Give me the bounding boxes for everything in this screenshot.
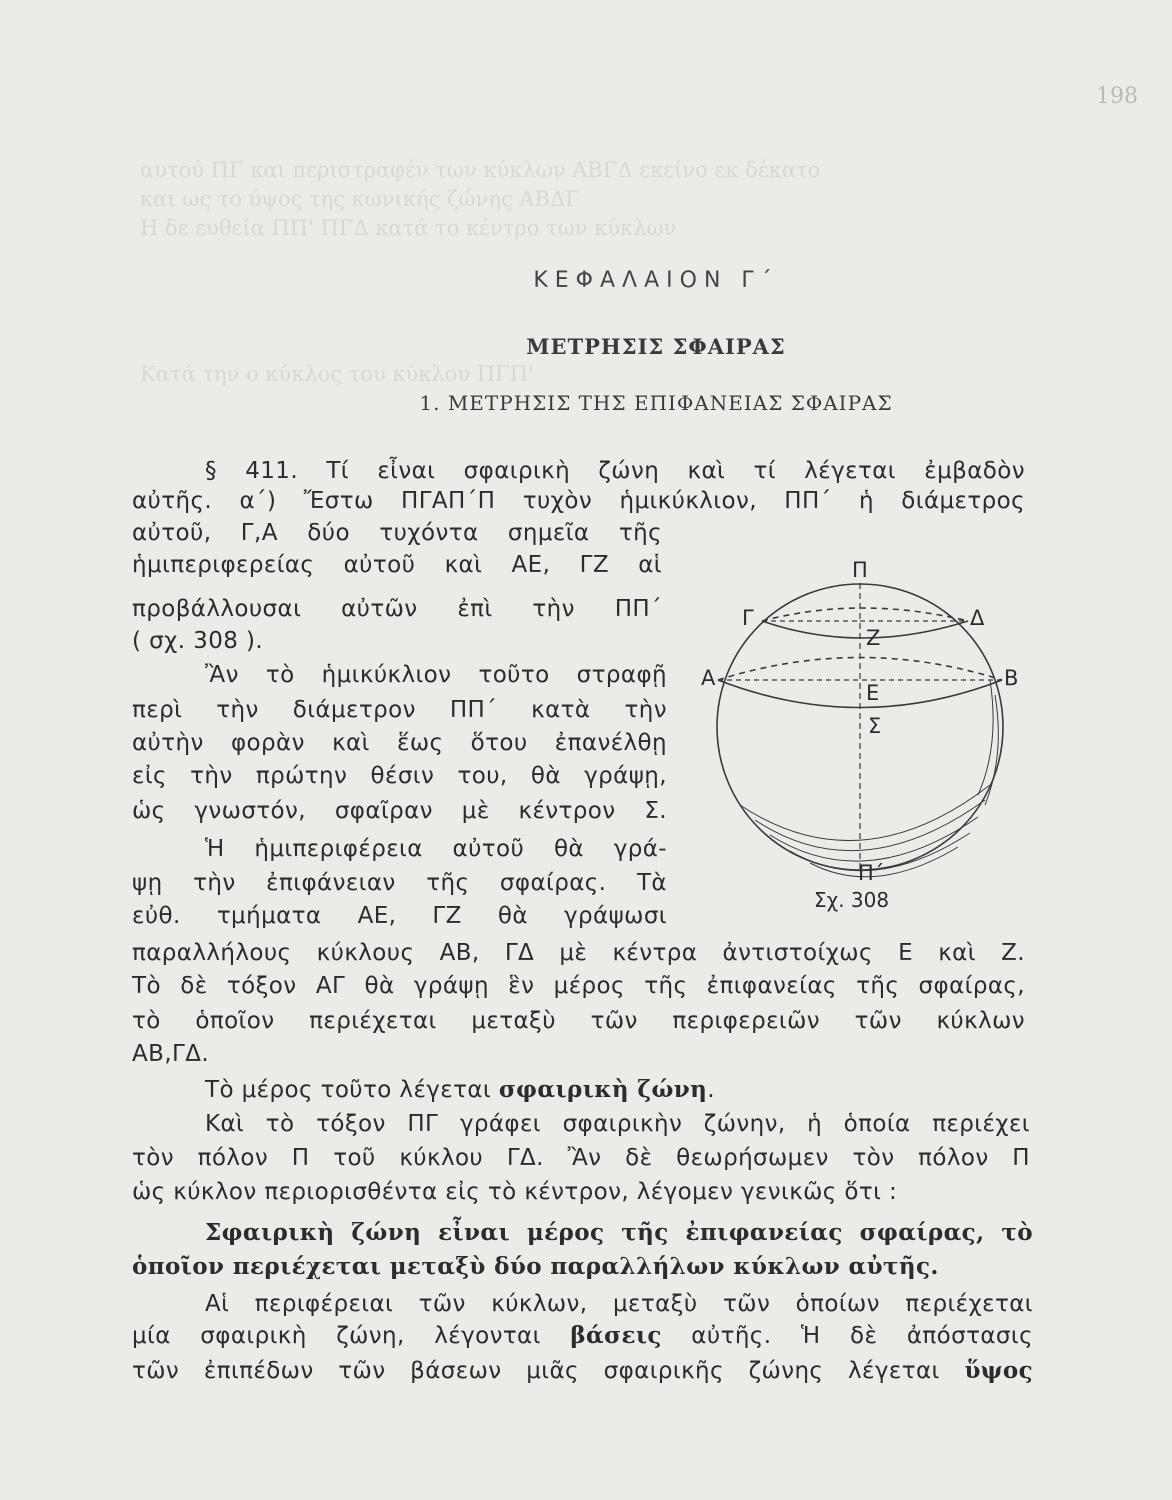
text-line: Ἡ ἡμιπεριφέρεια αὐτοῦ θὰ γρά- [205, 836, 667, 862]
zone-sentence-end: . [707, 1077, 715, 1103]
text-line: Τὸ δὲ τόξον ΑΓ θὰ γράψῃ ἓν μέρος τῆς ἐπιφανείας τῆς σφαίρας, [132, 973, 1025, 999]
label-z: Ζ [866, 626, 881, 650]
shading-arc [978, 680, 993, 795]
text-line: εἰς τὴν πρώτην θέσιν του, θὰ γράψῃ, [132, 763, 667, 789]
bleed-through-line: αυτού ΠΓ και περιστραφέν των κύκλων ΑΒΓΔ εκείνο εκ δέκατο [140, 158, 821, 182]
shading-arc [985, 695, 998, 805]
text-line: Καὶ τὸ τόξον ΠΓ γράφει σφαιρικὴν ζώνην, ἡ ὁποία περιέχει [205, 1111, 1030, 1137]
label-d: Δ [970, 606, 985, 630]
text-line: τὸν πόλον Π τοῦ κύκλου ΓΔ. Ἂν δὲ θεωρήσωμεν τὸν πόλον Π [132, 1145, 1030, 1171]
label-p: Π [852, 558, 868, 582]
text-line: περὶ τὴν διάμετρον ΠΠ΄ κατὰ τὴν [132, 697, 667, 723]
text-line: ΑΒ,ΓΔ. [132, 1041, 210, 1067]
bleed-through-line: Κατά την ο κύκλος του κύκλου ΠΓΠ' [140, 362, 534, 386]
page-number: 198 [1096, 84, 1138, 109]
text-line: Ἂν τὸ ἡμικύκλιον τοῦτο στραφῇ [205, 662, 667, 688]
zone-sentence-text: Τὸ μέρος τοῦτο λέγεται [205, 1077, 499, 1103]
text-line: § 411. Τί εἶναι σφαιρικὴ ζώνη καὶ τί λέγεται ἐμβαδὸν [205, 458, 1025, 484]
height-line-pre: τῶν ἐπιπέδων τῶν βάσεων μιᾶς σφαιρικῆς ζώνης λέγεται [132, 1358, 965, 1384]
label-g: Γ [742, 606, 754, 630]
chapter-heading: ΚΕΦΑΛΑΙΟΝ Γ΄ [533, 268, 779, 293]
figure-308 [700, 555, 1030, 920]
label-e: Ε [866, 681, 880, 705]
text-line: αὐτοῦ, Γ,Α δύο τυχόντα σημεῖα τῆς [132, 520, 662, 546]
definition-line: ὁποῖον περιέχεται μεταξὺ δύο παραλλήλων κύκλων αὐτῆς. [132, 1253, 939, 1280]
circle-gd-front [762, 621, 968, 638]
label-s: Σ [868, 714, 882, 738]
term-height: ὕψος [964, 1357, 1033, 1384]
text-line: ὡς γνωστόν, σφαῖραν μὲ κέντρον Σ. [132, 798, 667, 824]
text-line: ὡς κύκλον περιορισθέντα εἰς τὸ κέντρον, λέγομεν γενικῶς ὅτι : [132, 1179, 898, 1205]
section-title: ΜΕΤΡΗΣΙΣ ΣΦΑΙΡΑΣ [526, 334, 786, 359]
bleed-through-line: και ως το ύψος της κωνικής ζώνης ΑΒΔΓ [140, 187, 580, 211]
text-line: Αἱ περιφέρειαι τῶν κύκλων, μεταξὺ τῶν ὁποίων περιέχεται [205, 1291, 1033, 1317]
shading-arc [755, 800, 985, 851]
bleed-through-line: Η δε ευθεία ΠΠ' ΠΓΔ κατά το κέντρο των κύκλων [140, 216, 677, 240]
circle-gd-back [762, 608, 968, 621]
text-line: αὐτὴν φορὰν καὶ ἕως ὅτου ἐπανέλθῃ [132, 730, 667, 756]
text-line: τὸ ὁποῖον περιέχεται μεταξὺ τῶν περιφερειῶν τῶν κύκλων [132, 1008, 1025, 1034]
shading-arc [740, 785, 990, 841]
bases-line-post: αὐτῆς. Ἡ δὲ ἀπόστασις [661, 1323, 1033, 1349]
height-line [132, 1356, 1033, 1386]
zone-sentence [205, 1075, 715, 1105]
text-line: ψῃ τὴν ἐπιφάνειαν τῆς σφαίρας. Τὰ [132, 870, 667, 896]
figure-caption: Σχ. 308 [814, 888, 890, 912]
label-b: Β [1004, 666, 1019, 690]
text-line: ( σχ. 308 ). [132, 628, 264, 654]
section-subtitle: 1. ΜΕΤΡΗΣΙΣ ΤΗΣ ΕΠΙΦΑΝΕΙΑΣ ΣΦΑΙΡΑΣ [419, 391, 893, 415]
text-line: προβάλλουσαι αὐτῶν ἐπὶ τὴν ΠΠ΄ [132, 596, 662, 622]
label-p-prime: Π΄ [858, 861, 885, 885]
bases-line-pre: μία σφαιρικὴ ζώνη, λέγονται [132, 1323, 571, 1349]
term-spherical-zone: σφαιρικὴ ζώνη [498, 1076, 708, 1103]
text-line: εὐθ. τμήματα ΑΕ, ΓΖ θὰ γράψωσι [132, 903, 667, 929]
text-line: αὐτῆς. α΄) Ἔστω ΠΓΑΠ΄Π τυχὸν ἡμικύκλιον, ΠΠ΄ ἡ διάμετρος [132, 488, 1025, 514]
bases-line [132, 1321, 1033, 1351]
label-a: Α [701, 666, 716, 690]
definition-line: Σφαιρικὴ ζώνη εἶναι μέρος τῆς ἐπιφανείας σφαίρας, τὸ [205, 1219, 1033, 1246]
term-bases: βάσεις [570, 1322, 662, 1349]
text-line: ἡμιπεριφερείας αὐτοῦ καὶ ΑΕ, ΓΖ αἱ [132, 552, 662, 578]
text-line: παραλλήλους κύκλους ΑΒ, ΓΔ μὲ κέντρα ἀντιστοίχως Ε καὶ Ζ. [132, 940, 1025, 966]
sphere-diagram [700, 555, 1030, 920]
